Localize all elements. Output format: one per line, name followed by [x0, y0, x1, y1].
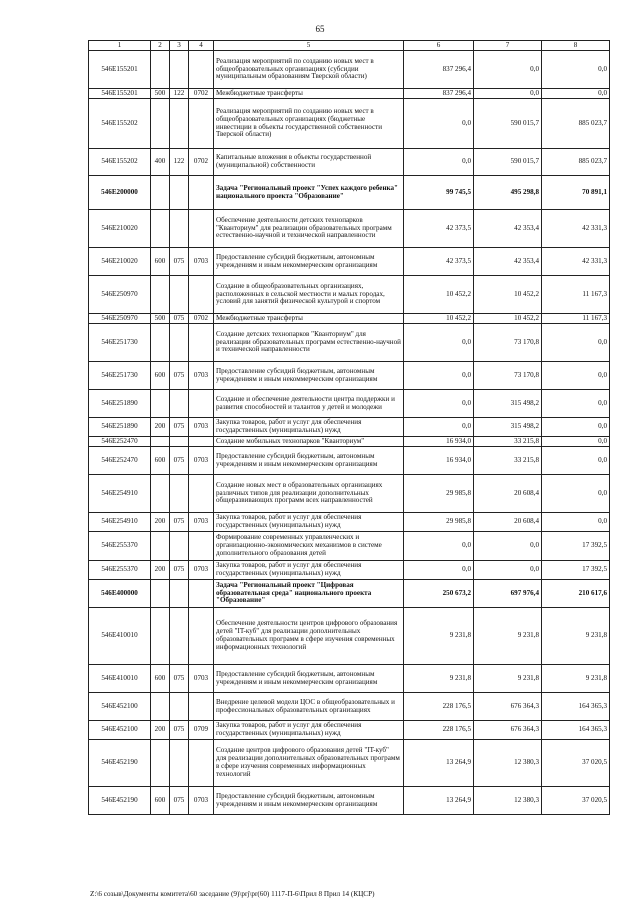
table-row: [89, 248, 610, 276]
cell-podrazdel: 122: [170, 89, 189, 99]
table-row: [89, 513, 610, 532]
cell-amount-2022: 0,0: [404, 561, 474, 580]
cell-vid-rashodov: 0703: [189, 513, 214, 532]
cell-code: 546E452100: [89, 721, 151, 740]
cell-amount-2023: 0,0: [474, 561, 542, 580]
cell-name: Реализация мероприятий по созданию новых мест в общеобразовательных организациях (субсидии муниципальным образованиям Тверской области): [214, 51, 404, 89]
cell-razdel: 500: [151, 89, 170, 99]
cell-code: 546E155202: [89, 149, 151, 176]
cell-amount-2024: 70 891,1: [542, 176, 610, 210]
column-header: 2: [151, 41, 170, 51]
cell-amount-2022: 99 745,5: [404, 176, 474, 210]
cell-podrazdel: 075: [170, 721, 189, 740]
cell-amount-2023: 315 498,2: [474, 390, 542, 418]
cell-podrazdel: [170, 580, 189, 608]
cell-amount-2023: 33 215,8: [474, 437, 542, 447]
cell-code: 546E254910: [89, 475, 151, 513]
cell-razdel: [151, 176, 170, 210]
cell-name: Задача "Региональный проект "Цифровая образовательная среда" национального проекта "Образование": [214, 580, 404, 608]
cell-name: Предоставление субсидий бюджетным, автономным учреждениям и иным некоммерческим организациям: [214, 248, 404, 276]
cell-amount-2023: 495 298,8: [474, 176, 542, 210]
table-row: [89, 51, 610, 89]
cell-vid-rashodov: 0709: [189, 721, 214, 740]
cell-amount-2024: 210 617,6: [542, 580, 610, 608]
cell-amount-2022: 0,0: [404, 362, 474, 390]
cell-code: 546E250970: [89, 314, 151, 324]
cell-amount-2024: 0,0: [542, 418, 610, 437]
cell-amount-2023: 9 231,8: [474, 665, 542, 693]
cell-name: Задача "Региональный проект "Успех каждого ребенка" национального проекта "Образование": [214, 176, 404, 210]
cell-razdel: 600: [151, 787, 170, 815]
table-row: [89, 89, 610, 99]
cell-podrazdel: [170, 324, 189, 362]
table-row: [89, 447, 610, 475]
cell-code: 546E252470: [89, 447, 151, 475]
cell-name: Формирование современных управленческих и организационно-экономических механизмов в системе дополнительного образования детей: [214, 532, 404, 561]
cell-vid-rashodov: [189, 740, 214, 787]
cell-vid-rashodov: [189, 324, 214, 362]
table-row: [89, 721, 610, 740]
cell-amount-2024: 885 023,7: [542, 149, 610, 176]
cell-amount-2023: 0,0: [474, 89, 542, 99]
cell-amount-2022: 0,0: [404, 149, 474, 176]
cell-razdel: [151, 580, 170, 608]
cell-razdel: [151, 608, 170, 665]
cell-name: Закупка товаров, работ и услуг для обеспечения государственных (муниципальных) нужд: [214, 721, 404, 740]
cell-razdel: [151, 532, 170, 561]
cell-amount-2024: 37 020,5: [542, 740, 610, 787]
cell-amount-2022: 16 934,0: [404, 447, 474, 475]
column-header: 5: [214, 41, 404, 51]
file-path-footer: Z:\6 созыв\Документы комитета\60 заседание (9)\prj\pr(60) 1117-П-6\Прил 8 Прил 14 (КЦСР): [90, 890, 375, 898]
cell-amount-2022: 9 231,8: [404, 665, 474, 693]
cell-code: 546E155202: [89, 99, 151, 149]
cell-amount-2022: 10 452,2: [404, 314, 474, 324]
cell-vid-rashodov: [189, 608, 214, 665]
cell-code: 546E410010: [89, 608, 151, 665]
cell-code: 546E255370: [89, 561, 151, 580]
cell-razdel: [151, 390, 170, 418]
cell-amount-2024: 885 023,7: [542, 99, 610, 149]
cell-amount-2024: 17 392,5: [542, 532, 610, 561]
table-header-row: [89, 41, 610, 51]
cell-amount-2023: 697 976,4: [474, 580, 542, 608]
cell-code: 546E255370: [89, 532, 151, 561]
cell-amount-2022: 250 673,2: [404, 580, 474, 608]
cell-amount-2022: 16 934,0: [404, 437, 474, 447]
cell-amount-2023: 676 364,3: [474, 693, 542, 721]
cell-vid-rashodov: [189, 276, 214, 314]
cell-razdel: [151, 324, 170, 362]
cell-amount-2022: 0,0: [404, 324, 474, 362]
column-header: 4: [189, 41, 214, 51]
cell-amount-2022: 9 231,8: [404, 608, 474, 665]
cell-amount-2022: 837 296,4: [404, 51, 474, 89]
cell-name: Предоставление субсидий бюджетным, автономным учреждениям и иным некоммерческим организациям: [214, 665, 404, 693]
cell-amount-2022: 0,0: [404, 99, 474, 149]
table-row: [89, 149, 610, 176]
cell-name: Реализация мероприятий по созданию новых мест в общеобразовательных организациях (бюджетные инвестиции в объекты государственной собственности Тверской области): [214, 99, 404, 149]
page-number: 65: [315, 24, 325, 34]
table-row: [89, 740, 610, 787]
cell-code: 546E210020: [89, 248, 151, 276]
cell-code: 546E452190: [89, 740, 151, 787]
cell-vid-rashodov: [189, 99, 214, 149]
cell-amount-2024: 0,0: [542, 513, 610, 532]
table-row: [89, 580, 610, 608]
table-row: [89, 390, 610, 418]
cell-code: 546E251890: [89, 418, 151, 437]
cell-podrazdel: [170, 740, 189, 787]
cell-code: 546E200000: [89, 176, 151, 210]
cell-amount-2023: 12 380,3: [474, 740, 542, 787]
cell-amount-2024: 0,0: [542, 324, 610, 362]
cell-amount-2023: 0,0: [474, 51, 542, 89]
cell-podrazdel: 075: [170, 362, 189, 390]
cell-amount-2023: 20 608,4: [474, 475, 542, 513]
cell-vid-rashodov: 0702: [189, 89, 214, 99]
cell-razdel: 200: [151, 561, 170, 580]
cell-amount-2024: 0,0: [542, 362, 610, 390]
cell-name: Межбюджетные трансферты: [214, 89, 404, 99]
cell-name: Обеспечение деятельности центров цифрового образования детей "IT-куб" для реализации дополнительных образовательных программ в сфере изучения современных информационных технологий: [214, 608, 404, 665]
cell-amount-2024: 42 331,3: [542, 248, 610, 276]
cell-razdel: 500: [151, 314, 170, 324]
cell-amount-2024: 11 167,3: [542, 314, 610, 324]
cell-name: Создание и обеспечение деятельности центра поддержки и развития способностей и талантов у детей и молодежи: [214, 390, 404, 418]
cell-vid-rashodov: 0703: [189, 561, 214, 580]
cell-vid-rashodov: [189, 390, 214, 418]
cell-razdel: [151, 51, 170, 89]
cell-code: 546E410010: [89, 665, 151, 693]
cell-name: Создание детских технопарков "Кванториум" для реализации образовательных программ естественно-научной и технической направленности: [214, 324, 404, 362]
cell-amount-2024: 0,0: [542, 89, 610, 99]
table-row: [89, 276, 610, 314]
cell-podrazdel: [170, 437, 189, 447]
cell-razdel: [151, 276, 170, 314]
column-header: 8: [542, 41, 610, 51]
cell-podrazdel: 075: [170, 314, 189, 324]
cell-amount-2023: 10 452,2: [474, 314, 542, 324]
cell-podrazdel: [170, 475, 189, 513]
cell-code: 546E452100: [89, 693, 151, 721]
cell-name: Предоставление субсидий бюджетным, автономным учреждениям и иным некоммерческим организациям: [214, 447, 404, 475]
cell-amount-2023: 590 015,7: [474, 149, 542, 176]
cell-name: Внедрение целевой модели ЦОС в общеобразовательных и профессиональных образовательных организациях: [214, 693, 404, 721]
cell-razdel: 600: [151, 362, 170, 390]
cell-amount-2022: 837 296,4: [404, 89, 474, 99]
cell-vid-rashodov: 0703: [189, 362, 214, 390]
cell-amount-2024: 9 231,8: [542, 608, 610, 665]
cell-amount-2023: 10 452,2: [474, 276, 542, 314]
cell-amount-2024: 164 365,3: [542, 721, 610, 740]
column-header: 7: [474, 41, 542, 51]
cell-amount-2024: 37 020,5: [542, 787, 610, 815]
cell-amount-2022: 42 373,5: [404, 248, 474, 276]
cell-amount-2022: 42 373,5: [404, 210, 474, 248]
cell-name: Предоставление субсидий бюджетным, автономным учреждениям и иным некоммерческим организациям: [214, 787, 404, 815]
cell-podrazdel: 075: [170, 418, 189, 437]
cell-podrazdel: [170, 608, 189, 665]
cell-vid-rashodov: [189, 475, 214, 513]
cell-podrazdel: 075: [170, 447, 189, 475]
cell-vid-rashodov: 0702: [189, 314, 214, 324]
cell-amount-2024: 0,0: [542, 51, 610, 89]
cell-amount-2022: 10 452,2: [404, 276, 474, 314]
cell-code: 546E251730: [89, 362, 151, 390]
cell-vid-rashodov: [189, 176, 214, 210]
table-row: [89, 787, 610, 815]
cell-vid-rashodov: 0703: [189, 248, 214, 276]
table-row: [89, 324, 610, 362]
cell-podrazdel: 075: [170, 248, 189, 276]
cell-vid-rashodov: 0703: [189, 787, 214, 815]
cell-name: Создание новых мест в образовательных организациях различных типов для реализации дополнительных общеразвивающих программ всех направленностей: [214, 475, 404, 513]
cell-vid-rashodov: [189, 437, 214, 447]
cell-name: Межбюджетные трансферты: [214, 314, 404, 324]
cell-amount-2022: 29 985,8: [404, 475, 474, 513]
cell-amount-2024: 9 231,8: [542, 665, 610, 693]
table-row: [89, 532, 610, 561]
cell-code: 546E251730: [89, 324, 151, 362]
cell-name: Обеспечение деятельности детских технопарков "Кванториум" для реализации образовательных программ естественно-научной и технической направленности: [214, 210, 404, 248]
cell-vid-rashodov: 0703: [189, 447, 214, 475]
cell-razdel: 600: [151, 248, 170, 276]
cell-amount-2023: 42 353,4: [474, 248, 542, 276]
table-row: [89, 561, 610, 580]
cell-razdel: [151, 740, 170, 787]
table-row: [89, 665, 610, 693]
cell-podrazdel: 075: [170, 513, 189, 532]
cell-amount-2022: 29 985,8: [404, 513, 474, 532]
cell-podrazdel: [170, 532, 189, 561]
cell-amount-2024: 11 167,3: [542, 276, 610, 314]
budget-table: [88, 40, 610, 815]
cell-code: 546E400000: [89, 580, 151, 608]
cell-podrazdel: [170, 276, 189, 314]
cell-name: Капитальные вложения в объекты государственной (муниципальной) собственности: [214, 149, 404, 176]
cell-name: Создание в общеобразовательных организациях, расположенных в сельской местности и малых городах, условий для занятий физической культурой и спортом: [214, 276, 404, 314]
cell-amount-2022: 0,0: [404, 418, 474, 437]
cell-razdel: [151, 693, 170, 721]
table-row: [89, 176, 610, 210]
cell-vid-rashodov: [189, 210, 214, 248]
cell-amount-2022: 13 264,9: [404, 740, 474, 787]
cell-code: 546E452190: [89, 787, 151, 815]
cell-amount-2024: 0,0: [542, 447, 610, 475]
cell-vid-rashodov: [189, 693, 214, 721]
cell-razdel: [151, 475, 170, 513]
cell-amount-2024: 42 331,3: [542, 210, 610, 248]
cell-amount-2023: 315 498,2: [474, 418, 542, 437]
cell-name: Предоставление субсидий бюджетным, автономным учреждениям и иным некоммерческим организациям: [214, 362, 404, 390]
cell-amount-2024: 0,0: [542, 475, 610, 513]
cell-razdel: 400: [151, 149, 170, 176]
cell-code: 546E250970: [89, 276, 151, 314]
table-row: [89, 99, 610, 149]
cell-amount-2023: 590 015,7: [474, 99, 542, 149]
table-row: [89, 210, 610, 248]
cell-razdel: 200: [151, 721, 170, 740]
cell-name: Закупка товаров, работ и услуг для обеспечения государственных (муниципальных) нужд: [214, 513, 404, 532]
cell-podrazdel: 075: [170, 561, 189, 580]
cell-name: Закупка товаров, работ и услуг для обеспечения государственных (муниципальных) нужд: [214, 561, 404, 580]
cell-podrazdel: [170, 99, 189, 149]
cell-code: 546E254910: [89, 513, 151, 532]
table-row: [89, 362, 610, 390]
cell-amount-2023: 20 608,4: [474, 513, 542, 532]
cell-podrazdel: [170, 176, 189, 210]
cell-amount-2023: 9 231,8: [474, 608, 542, 665]
cell-vid-rashodov: [189, 580, 214, 608]
cell-vid-rashodov: [189, 51, 214, 89]
cell-razdel: 600: [151, 447, 170, 475]
column-header: 3: [170, 41, 189, 51]
column-header: 6: [404, 41, 474, 51]
cell-amount-2023: 33 215,8: [474, 447, 542, 475]
cell-amount-2023: 676 364,3: [474, 721, 542, 740]
cell-name: Создание мобильных технопарков "Кванториум": [214, 437, 404, 447]
cell-amount-2022: 13 264,9: [404, 787, 474, 815]
column-header: 1: [89, 41, 151, 51]
cell-name: Создание центров цифрового образования детей "IT-куб" для реализации дополнительных образовательных программ в сфере изучения современных информационных технологий: [214, 740, 404, 787]
cell-razdel: 600: [151, 665, 170, 693]
cell-code: 546E252470: [89, 437, 151, 447]
cell-podrazdel: [170, 693, 189, 721]
cell-podrazdel: 122: [170, 149, 189, 176]
cell-podrazdel: [170, 390, 189, 418]
cell-vid-rashodov: 0703: [189, 665, 214, 693]
cell-razdel: 200: [151, 418, 170, 437]
table-row: [89, 608, 610, 665]
table-row: [89, 418, 610, 437]
cell-amount-2022: 0,0: [404, 532, 474, 561]
cell-razdel: [151, 437, 170, 447]
cell-vid-rashodov: 0702: [189, 149, 214, 176]
cell-amount-2023: 12 380,3: [474, 787, 542, 815]
cell-podrazdel: [170, 210, 189, 248]
cell-amount-2023: 73 170,8: [474, 324, 542, 362]
cell-amount-2023: 0,0: [474, 532, 542, 561]
table-row: [89, 437, 610, 447]
cell-name: Закупка товаров, работ и услуг для обеспечения государственных (муниципальных) нужд: [214, 418, 404, 437]
cell-amount-2023: 42 353,4: [474, 210, 542, 248]
cell-code: 546E210020: [89, 210, 151, 248]
cell-amount-2024: 0,0: [542, 437, 610, 447]
cell-razdel: 200: [151, 513, 170, 532]
cell-amount-2024: 164 365,3: [542, 693, 610, 721]
cell-razdel: [151, 210, 170, 248]
cell-vid-rashodov: [189, 532, 214, 561]
cell-podrazdel: 075: [170, 787, 189, 815]
cell-amount-2023: 73 170,8: [474, 362, 542, 390]
cell-amount-2024: 0,0: [542, 390, 610, 418]
cell-code: 546E155201: [89, 51, 151, 89]
cell-amount-2022: 0,0: [404, 390, 474, 418]
cell-code: 546E155201: [89, 89, 151, 99]
cell-podrazdel: 075: [170, 665, 189, 693]
table-row: [89, 475, 610, 513]
cell-razdel: [151, 99, 170, 149]
cell-amount-2024: 17 392,5: [542, 561, 610, 580]
cell-code: 546E251890: [89, 390, 151, 418]
cell-amount-2022: 228 176,5: [404, 693, 474, 721]
cell-amount-2022: 228 176,5: [404, 721, 474, 740]
table-row: [89, 693, 610, 721]
cell-vid-rashodov: 0703: [189, 418, 214, 437]
cell-podrazdel: [170, 51, 189, 89]
table-row: [89, 314, 610, 324]
